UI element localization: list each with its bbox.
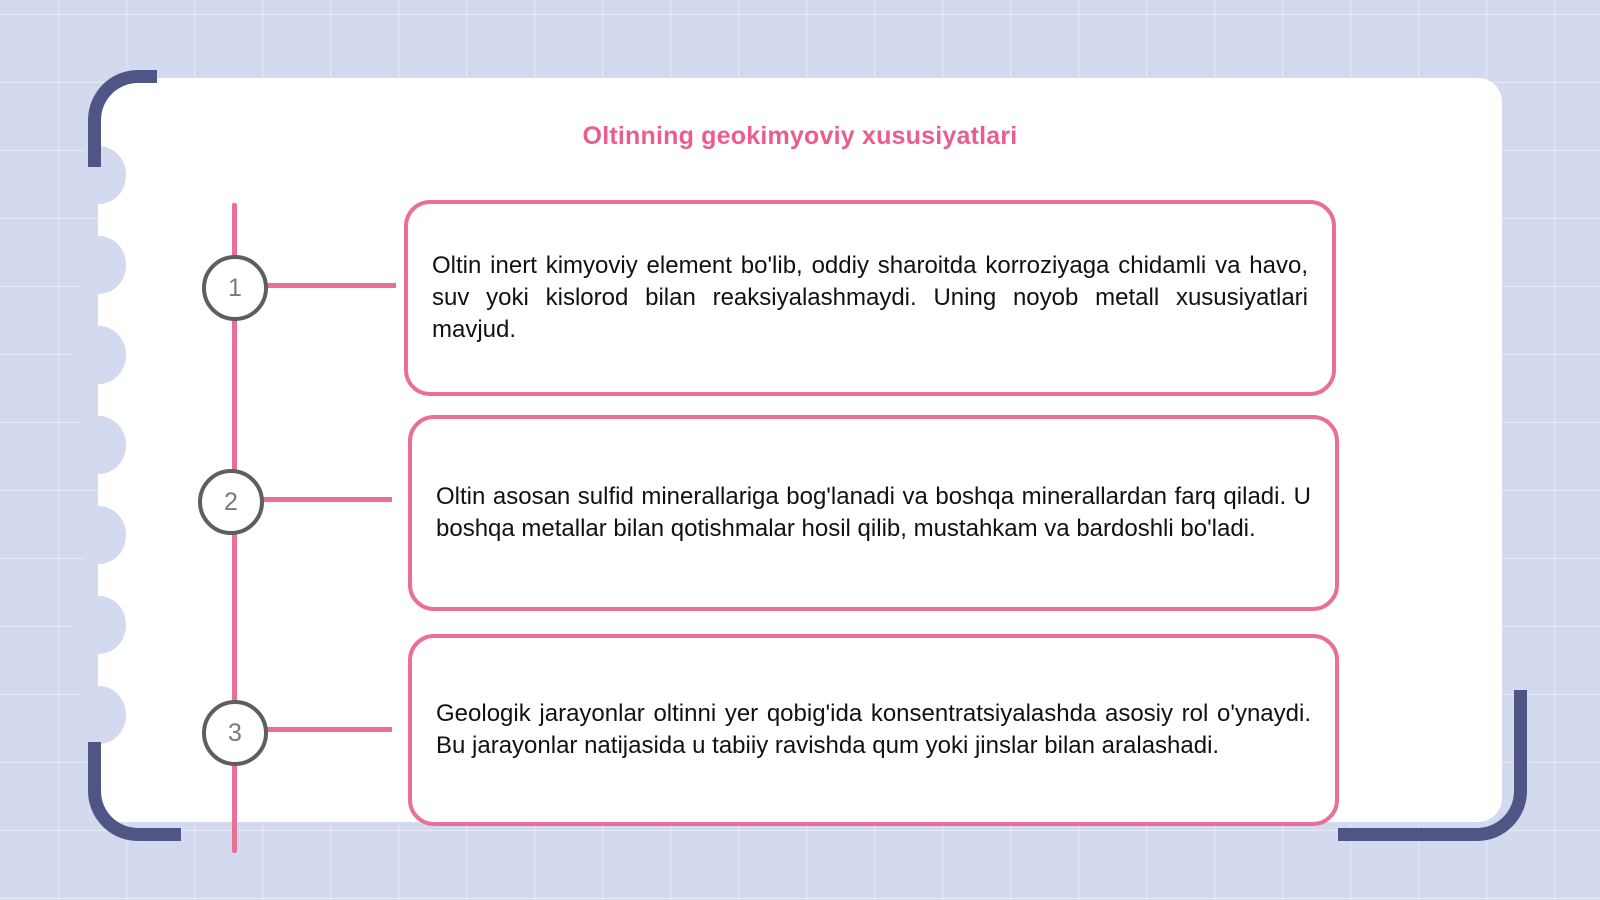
corner-bracket-top-left <box>88 70 157 167</box>
timeline-connector <box>266 727 392 732</box>
timeline-connector <box>262 497 392 502</box>
notebook-hole <box>72 596 126 654</box>
info-card <box>408 634 1339 826</box>
step-number-circle: 2 <box>198 469 264 535</box>
notebook-hole <box>72 236 126 294</box>
info-card <box>404 200 1336 396</box>
corner-bracket-bottom-right <box>1338 690 1527 841</box>
notebook-hole <box>72 326 126 384</box>
step-number-circle: 1 <box>202 255 268 321</box>
step-number-circle: 3 <box>202 700 268 766</box>
notebook-hole <box>72 416 126 474</box>
info-card-text: Oltin inert kimyoviy element bo'lib, oddiy sharoitda korroziyaga chidamli va havo, suv yoki kislorod bilan reaksiyalashmaydi. Uning noyob metall xususiyatlari mavjud. <box>432 252 1308 343</box>
info-card <box>408 415 1339 611</box>
corner-bracket-bottom-left <box>88 742 181 841</box>
timeline-connector <box>266 283 396 288</box>
slide-title: Oltinning geokimyoviy xususiyatlari <box>582 122 1018 150</box>
info-card-text: Oltin asosan sulfid minerallariga bog'lanadi va boshqa minerallardan farq qiladi. U boshqa metallar bilan qotishmalar hosil qilib, mustahkam va bardoshli bo'ladi. <box>436 483 1311 542</box>
notebook-hole <box>72 686 126 744</box>
info-card-text: Geologik jarayonlar oltinni yer qobig'ida konsentratsiyalashda asosiy rol o'ynaydi. Bu jarayonlar natijasida u tabiiy ravishda qum yoki jinslar bilan aralashadi. <box>436 700 1311 759</box>
notebook-hole <box>72 506 126 564</box>
